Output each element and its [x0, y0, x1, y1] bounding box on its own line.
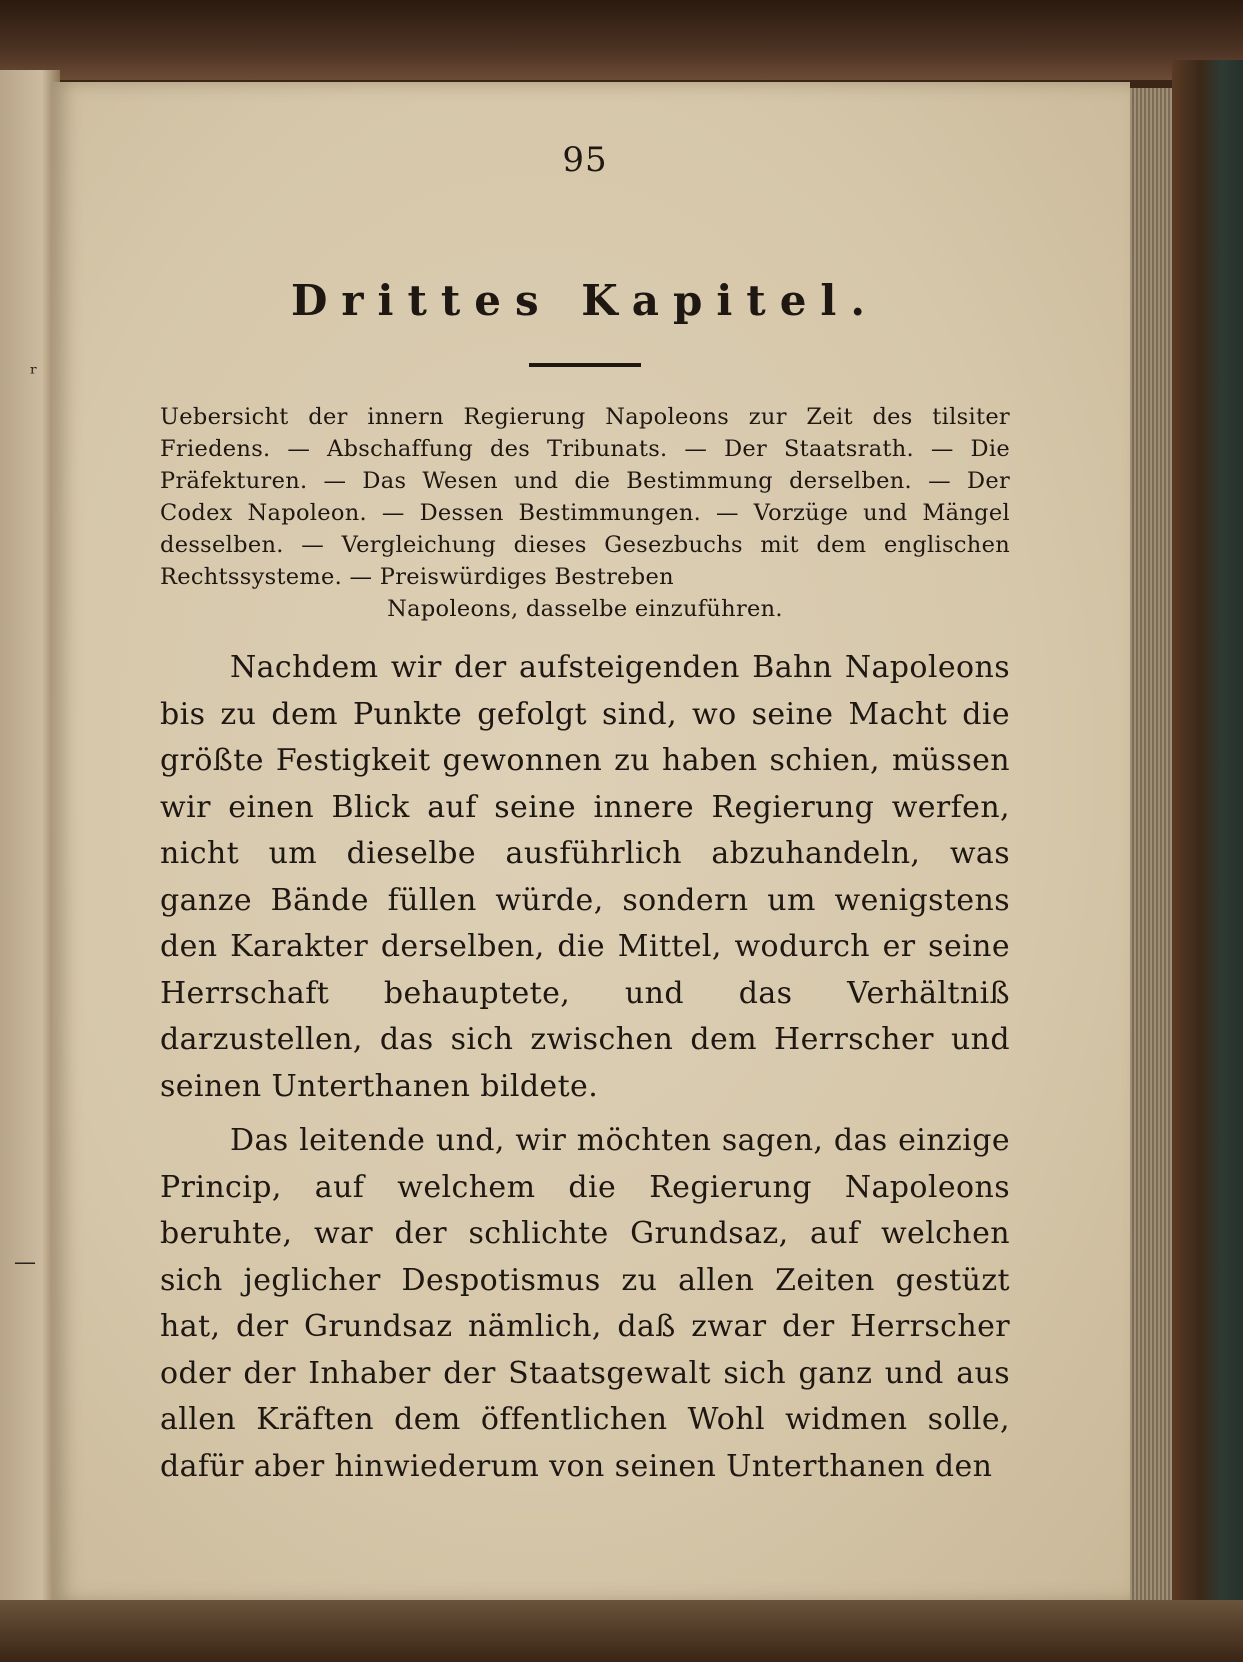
page-content [160, 140, 1010, 1490]
chapter-title: Drittes Kapitel. [290, 276, 880, 325]
title-rule [529, 363, 641, 367]
chapter-summary: Uebersicht der innern Regierung Napoleons zur Zeit des tilsiter Friedens. — Abschaffung des Tribunats. — Der Staatsrath. — Die Präfekturen. — Das Wesen und die Bestimmung derselben. — Der Codex Napoleon. — Dessen Bestimmungen. — Vorzüge und Mängel desselben. — Vergleichung dieses Gesezbuchs mit dem englischen Rechtssysteme. — Preiswürdiges Bestreben [160, 404, 1010, 590]
margin-mark: — [14, 1250, 36, 1275]
page-number: 95 [562, 140, 608, 180]
page-edges [1130, 88, 1172, 1610]
book-cover-right [1172, 60, 1243, 1662]
body-paragraph: Nachdem wir der aufsteigenden Bahn Napoleons bis zu dem Punkte gefolgt sind, wo seine Macht die größte Festigkeit gewonnen zu haben schien, müssen wir einen Blick auf seine innere Regierung werfen, nicht um dieselbe ausführlich abzuhandeln, was ganze Bände füllen würde, sondern um wenigstens den Karakter derselben, die Mittel, wodurch er seine Herrschaft behauptete, und das Verhältniß darzustellen, das sich zwischen dem Herrscher und seinen Unterthanen bildete. [160, 650, 1010, 1104]
book-cover-top [0, 0, 1243, 80]
chapter-summary-last-line: Napoleons, dasselbe einzuführen. [387, 596, 783, 622]
margin-mark: ʳ [30, 362, 38, 387]
left-page-edge [0, 70, 60, 1662]
book-cover-bottom [0, 1600, 1243, 1662]
body-paragraph: Das leitende und, wir möchten sagen, das einzige Princip, auf welchem die Regierung Napoleons beruhte, war der schlichte Grundsaz, auf welchen sich jeglicher Despotismus zu allen Zeiten gestüzt hat, der Grundsaz nämlich, daß zwar der Herrscher oder der Inhaber der Staatsgewalt sich ganz und aus allen Kräften dem öffentlichen Wohl widmen solle, dafür aber hinwiederum von seinen Unterthanen den [160, 1123, 1010, 1484]
